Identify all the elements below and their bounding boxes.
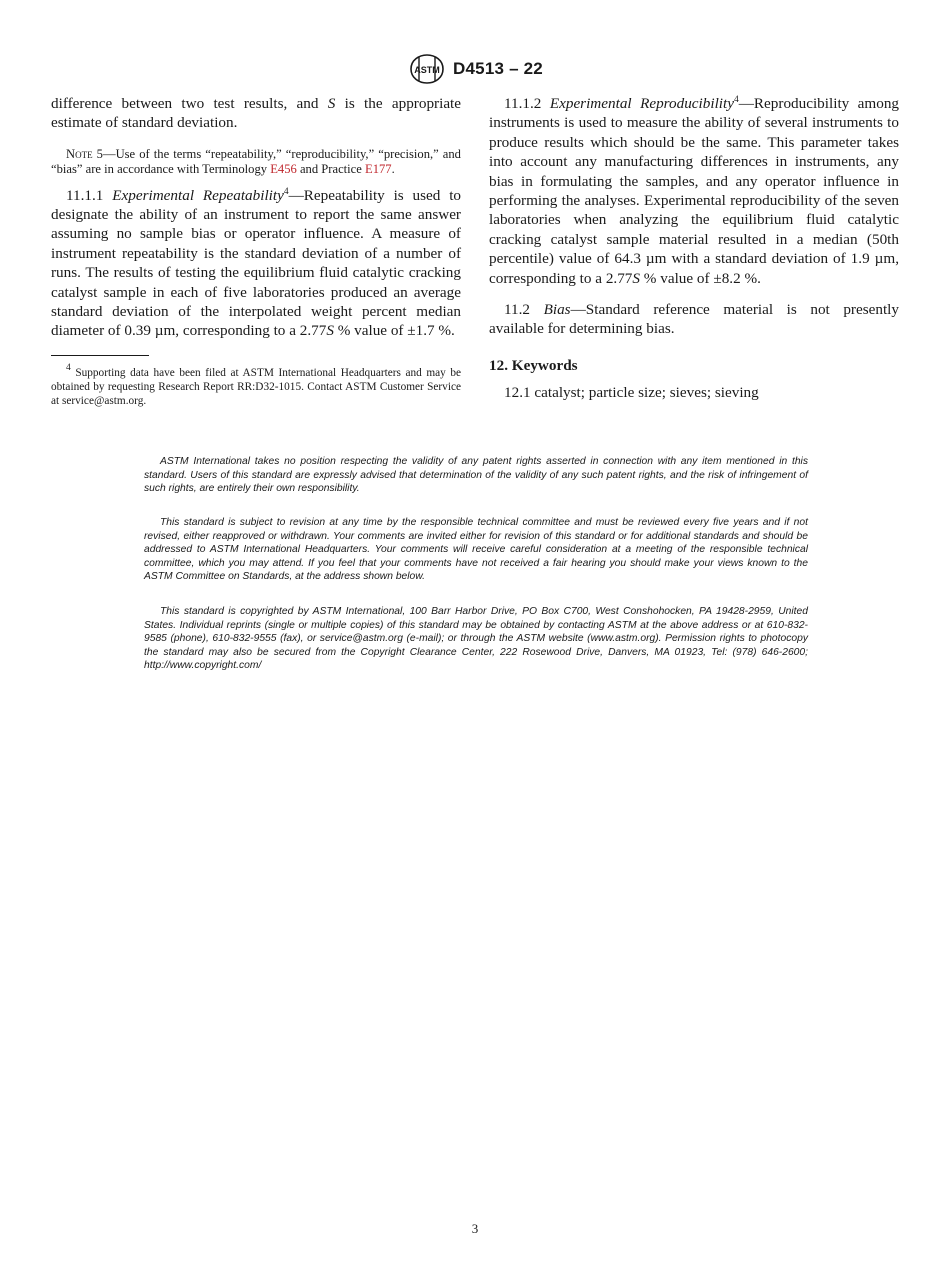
footnote-text: Supporting data have been filed at ASTM International Headquarters and may be obtained by requesting Research Report RR:D32-1015. Contact ASTM Customer Service at service@astm.org. — [51, 366, 462, 408]
legal-revision-notice: This standard is subject to revision at any time by the responsible technical committee and must be reviewed every five years and if not revised, either reapproved or withdrawn. Your comments are invited either for revision of this standard or for additional standards and should be addressed to ASTM International Headquarters. Your comments will receive careful consideration at a meeting of the responsible technical committee, which you may attend. If you feel that your comments have not received a fair hearing you should make your views known to the ASTM Committee on Standards, at the address shown below. — [144, 517, 808, 583]
section-text: —Repeatability is used to designate the ability of an instrument to report the same answer assuming no sample bias or operator influence. A measure of instrument repeatability is the standard deviation of a number of runs. The results of testing the equilibrium fluid catalytic cracking catalyst sample in each of five laboratories produced an average standard deviation of the interpolated weight percent median diameter of 0.39 µm, corresponding to a 2.77 — [51, 186, 462, 340]
ref-link-e456[interactable]: E456 — [270, 162, 297, 177]
section-text: —Standard reference material is not presently available for determining bias. — [489, 301, 899, 338]
note-5 — [51, 147, 461, 178]
right-column — [489, 94, 899, 402]
section-11-2 — [489, 300, 899, 339]
note-end: . — [391, 162, 395, 177]
p1-tail: is the appropriate estimate of standard deviation. — [51, 95, 462, 132]
section-title: Experimental Reproducibility — [549, 95, 734, 112]
ref-link-e177[interactable]: E177 — [365, 162, 392, 177]
footnote-4 — [51, 362, 462, 409]
section-variable: S — [632, 269, 640, 287]
note-label: Note — [66, 146, 93, 161]
page-header — [0, 53, 950, 85]
footnote-marker: 4 — [283, 186, 289, 197]
keywords-list: 12.1 catalyst; particle size; sieves; sieving — [504, 383, 759, 401]
section-text: —Reproducibility among instruments is used to measure the ability of several instruments to produce results which should be the same. This parameter takes into account any manufacturing differences in instruments, any bias in formulating the samples, and any operator influence in performing the analyses. Experimental reproducibility of the seven laboratories when analyzing the equilibrium fluid catalytic cracking catalyst sample material resulted in a median (50th percentile) value of 64.3 µm with a standard deviation of 1.9 µm, corresponding to a 2.77 — [489, 95, 900, 287]
p1-variable: S — [327, 95, 336, 112]
note-mid: and Practice — [299, 162, 362, 177]
footnote-divider — [51, 355, 149, 356]
designation: D4513 – 22 — [453, 59, 543, 78]
section-number: 11.1.1 — [66, 186, 104, 204]
section-number: 11.1.2 — [504, 95, 542, 112]
note-text: —Use of the terms “repeatability,” “reproducibility,” “precision,” and “bias” are in accordance with Terminology — [51, 146, 461, 177]
section-title: Bias — [543, 301, 571, 319]
left-column — [51, 94, 461, 408]
logo-text: ASTM — [414, 65, 440, 75]
legal-copyright-notice: This standard is copyrighted by ASTM International, 100 Barr Harbor Drive, PO Box C700, West Conshohocken, PA 19428-2959, United States. Individual reprints (single or multiple copies) of this standard may be obtained by contacting ASTM at the above address or at 610-832-9585 (phone), 610-832-9555 (fax), or service@astm.org (e-mail); or through the ASTM website (www.astm.org). Permission rights to photocopy the standard may also be secured from the Copyright Clearance Center, 222 Rosewood Drive, Danvers, MA 01923, Tel: (978) 646-2600; http://www.copyright.com/ — [144, 606, 808, 672]
section-number: 11.2 — [504, 301, 531, 319]
legal-patent-notice: ASTM International takes no position respecting the validity of any patent rights asserted in connection with any item mentioned in this standard. Users of this standard are expressly advised that determination of the validity of any such patent rights, and the risk of infringement of such rights, are entirely their own responsibility. — [144, 456, 808, 495]
keywords-heading: 12. Keywords — [489, 356, 578, 374]
section-end: % value of ±1.7 %. — [337, 322, 455, 340]
footnote-number: 4 — [66, 362, 71, 373]
section-11-1-2 — [489, 94, 899, 288]
note-number: 5 — [96, 146, 103, 161]
p1-text: difference between two test results, and — [51, 95, 319, 112]
section-title: Experimental Repeatability — [112, 186, 284, 204]
section-variable: S — [326, 322, 334, 340]
footnote-marker: 4 — [733, 95, 739, 105]
page-number: 3 — [471, 1221, 479, 1236]
section-end: % value of ±8.2 %. — [643, 269, 761, 287]
section-11-1-1 — [51, 186, 461, 341]
astm-logo-icon — [407, 53, 447, 85]
paragraph-continuation — [51, 94, 461, 133]
